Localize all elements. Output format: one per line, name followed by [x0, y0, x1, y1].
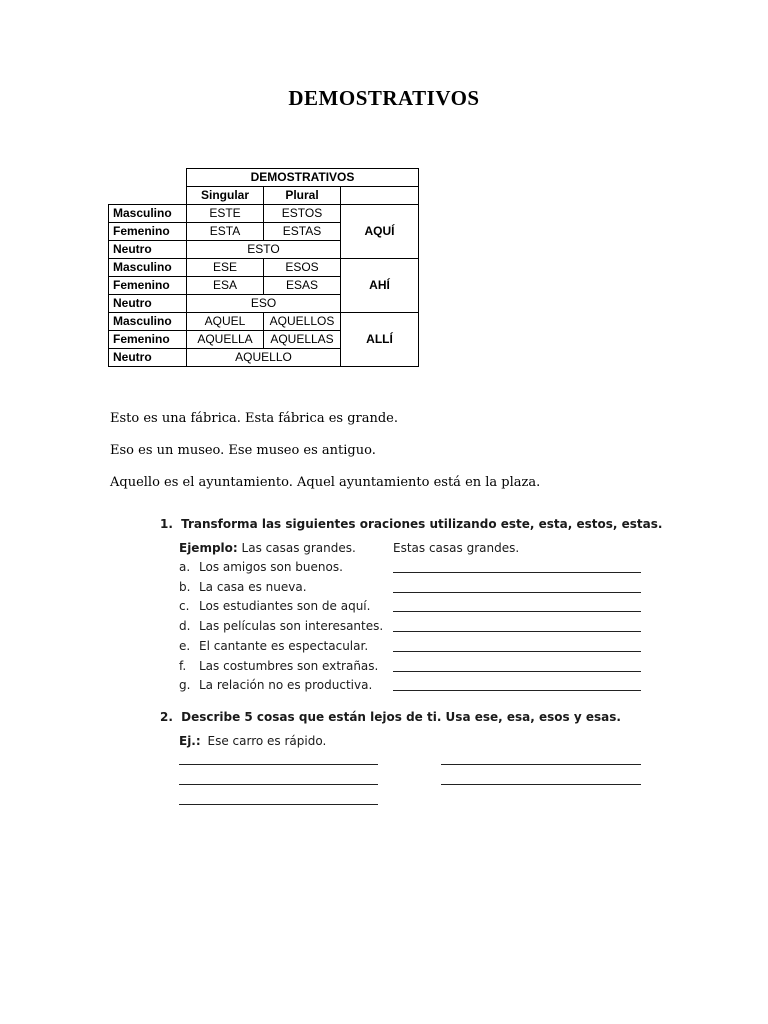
demonstratives-table [108, 168, 419, 367]
exercise-item [179, 599, 370, 613]
exercise-2-heading [160, 710, 621, 724]
item-text: La relación no es productiva. [199, 678, 373, 693]
item-text: Las costumbres son extrañas. [199, 658, 379, 673]
exercise-2-example [179, 734, 326, 748]
example-label: Ej.: [179, 734, 201, 748]
item-text: La casa es nueva. [199, 579, 307, 594]
exercise-item [179, 639, 368, 653]
example-text: Las casas grandes. [241, 541, 356, 555]
table-corner-blank [109, 169, 187, 187]
item-letter: a. [179, 560, 191, 574]
row-label: Neutro [109, 295, 187, 313]
place-cell: ALLÍ [341, 313, 419, 367]
exercise-1-example [179, 541, 356, 555]
plural-cell: ESTAS [264, 223, 341, 241]
answer-line[interactable] [393, 592, 641, 593]
table-row [109, 313, 419, 331]
item-letter: c. [179, 599, 190, 614]
row-label: Femenino [109, 331, 187, 349]
answer-line[interactable] [393, 651, 641, 652]
table-corner-blank [109, 187, 187, 205]
item-letter: g. [179, 678, 191, 693]
exercise-instruction: Transforma las siguientes oraciones utilizando este, esta, estos, estas. [181, 517, 663, 531]
place-cell: AQUÍ [341, 205, 419, 259]
neutro-cell: AQUELLO [187, 349, 341, 367]
item-text: El cantante es espectacular. [199, 638, 369, 653]
table-header: DEMOSTRATIVOS [187, 169, 419, 187]
example-label: Ejemplo: [179, 541, 238, 555]
table-corner-blank [341, 187, 419, 205]
item-letter: f. [179, 658, 187, 673]
answer-line[interactable] [179, 764, 378, 765]
example-sentence: Eso es un museo. Ese museo es antiguo. [110, 443, 376, 458]
table-row [109, 205, 419, 223]
row-label: Masculino [109, 205, 187, 223]
exercise-instruction: Describe 5 cosas que están lejos de ti. Usa ese, esa, esos y esas. [181, 710, 621, 724]
answer-line[interactable] [393, 611, 641, 612]
row-label: Masculino [109, 313, 187, 331]
table-row [109, 259, 419, 277]
item-letter: b. [179, 579, 191, 594]
row-label: Neutro [109, 349, 187, 367]
item-text: Los estudiantes son de aquí. [199, 599, 371, 614]
exercise-number: 1. [160, 517, 173, 531]
plural-cell: ESTOS [264, 205, 341, 223]
answer-line[interactable] [441, 764, 641, 765]
example-sentence: Esto es una fábrica. Esta fábrica es grande. [110, 411, 399, 426]
exercise-item [179, 619, 383, 633]
exercise-1-heading [160, 517, 662, 531]
row-label: Femenino [109, 223, 187, 241]
plural-cell: ESOS [264, 259, 341, 277]
item-text: Los amigos son buenos. [199, 560, 343, 574]
item-text: Las películas son interesantes. [199, 619, 384, 634]
answer-line[interactable] [179, 804, 378, 805]
example-text: Ese carro es rápido. [207, 734, 327, 748]
example-sentence: Aquello es el ayuntamiento. Aquel ayuntamiento está en la plaza. [110, 475, 541, 490]
singular-cell: ESA [187, 277, 264, 295]
exercise-item [179, 560, 343, 574]
singular-cell: AQUEL [187, 313, 264, 331]
answer-line[interactable] [393, 690, 641, 691]
singular-cell: AQUELLA [187, 331, 264, 349]
item-letter: d. [179, 619, 191, 634]
neutro-cell: ESO [187, 295, 341, 313]
row-label: Femenino [109, 277, 187, 295]
column-header-plural: Plural [264, 187, 341, 205]
plural-cell: ESAS [264, 277, 341, 295]
column-header-singular: Singular [187, 187, 264, 205]
place-cell: AHÍ [341, 259, 419, 313]
singular-cell: ESE [187, 259, 264, 277]
row-label: Masculino [109, 259, 187, 277]
item-letter: e. [179, 638, 191, 653]
answer-line[interactable] [393, 572, 641, 573]
plural-cell: AQUELLOS [264, 313, 341, 331]
row-label: Neutro [109, 241, 187, 259]
example-answer: Estas casas grandes. [393, 541, 520, 555]
exercise-number: 2. [160, 710, 173, 724]
answer-line[interactable] [179, 784, 378, 785]
plural-cell: AQUELLAS [264, 331, 341, 349]
exercise-item [179, 678, 372, 692]
exercise-item [179, 659, 378, 673]
answer-line[interactable] [441, 784, 641, 785]
neutro-cell: ESTO [187, 241, 341, 259]
exercise-item [179, 580, 307, 594]
singular-cell: ESTE [187, 205, 264, 223]
answer-line[interactable] [393, 631, 641, 632]
page-title: DEMOSTRATIVOS [288, 86, 480, 110]
singular-cell: ESTA [187, 223, 264, 241]
answer-line[interactable] [393, 671, 641, 672]
